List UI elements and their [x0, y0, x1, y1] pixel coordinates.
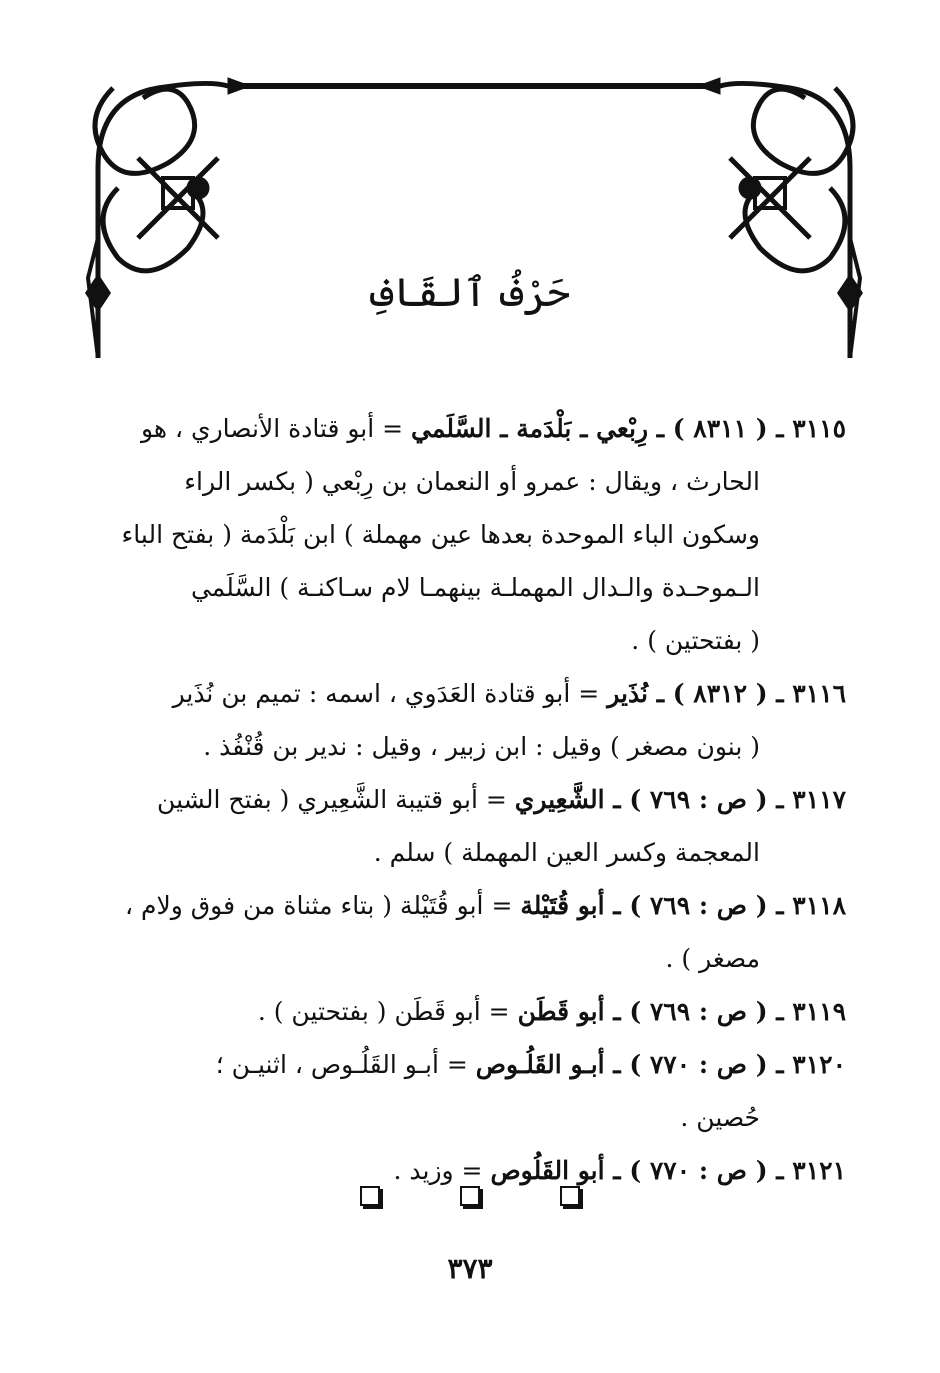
- entry-continuation-line: ( بفتحتين ) .: [631, 626, 760, 655]
- entry-first-line: [96, 985, 846, 1038]
- square-ornament-icon: [460, 1186, 480, 1206]
- page-number: ٣٧٣: [447, 1252, 493, 1285]
- entry-heading: ـ ( ص : ٧٧٠ ) ـ أبو القَلُوص: [490, 1156, 793, 1185]
- entry-3116: [96, 667, 846, 773]
- entry-first-line: [96, 402, 846, 455]
- entry-3118: [96, 879, 846, 985]
- square-ornament-icon: [360, 1186, 380, 1206]
- entry-3119: [96, 985, 846, 1038]
- entry-continuation-line: وسكون الباء الموحدة بعدها عين مهملة ) ابن بَلْدَمة ( بفتح الباء: [121, 520, 760, 549]
- square-ornament-icon: [560, 1186, 580, 1206]
- section-end-ornament: [0, 1186, 940, 1206]
- entry-continuation-line: حُصين .: [680, 1103, 760, 1132]
- entry-text: = أبو قتيبة الشَّعِيري ( بفتح الشين: [157, 785, 515, 814]
- entry-first-line: [96, 773, 846, 826]
- entry-continuation-line: الحارث ، ويقال : عمرو أو النعمان بن رِبْعي ( بكسر الراء: [184, 467, 760, 496]
- entry-number: ٣١١٥: [792, 414, 846, 443]
- entry-number: ٣١١٨: [792, 891, 846, 920]
- entry-heading: ـ ( ص : ٧٦٩ ) ـ أبو قُتَيْلة: [520, 891, 793, 920]
- entry-number: ٣١٢٠: [792, 1050, 846, 1079]
- entry-continuation-line: مصغر ) .: [665, 944, 760, 973]
- entry-continuation-line: المعجمة وكسر العين المهملة ) سلم .: [373, 838, 760, 867]
- entry-number: ٣١١٧: [792, 785, 846, 814]
- entry-heading: ـ ( ص : ٧٦٩ ) ـ أبو قَطَن: [517, 997, 793, 1026]
- entry-first-line: [96, 1038, 846, 1091]
- entry-text: = أبـو القَلُـوص ، اثنيـن ؛: [215, 1050, 476, 1079]
- entry-heading: ـ ( ص : ٧٧٠ ) ـ أبـو القَلُـوص: [475, 1050, 793, 1079]
- entry-continuation-line: الـموحـدة والـدال المهملـة بينهمـا لام سـاكنـة ) السَّلَمي: [190, 573, 760, 602]
- entry-heading: ـ ( ص : ٧٦٩ ) ـ الشَّعِيري: [514, 785, 793, 814]
- entry-3117: [96, 773, 846, 879]
- entry-text: = وزيد .: [393, 1156, 491, 1185]
- chapter-title: حَرْفُ ٱلقَافِ: [369, 270, 571, 316]
- entry-text: = أبو قَطَن ( بفتحتين ) .: [257, 997, 518, 1026]
- entry-number: ٣١١٩: [792, 997, 846, 1026]
- entries-list: [96, 402, 846, 1197]
- entry-number: ٣١١٦: [792, 679, 846, 708]
- entry-first-line: [96, 667, 846, 720]
- entry-continuation-line: ( بنون مصغر ) وقيل : ابن زبير ، وقيل : ندير بن قُنْفُذ .: [203, 732, 760, 761]
- entry-text: = أبو قُتَيْلة ( بتاء مثناة من فوق ولام ،: [125, 891, 521, 920]
- entry-first-line: [96, 879, 846, 932]
- entry-3120: [96, 1038, 846, 1144]
- entry-text: = أبو قتادة الأنصاري ، هو: [140, 414, 412, 443]
- entry-text: = أبو قتادة العَدَوي ، اسمه : تميم بن نُذَير: [172, 679, 608, 708]
- entry-heading: ـ ( ٨٣١٢ ) ـ نُذَير: [607, 679, 793, 708]
- entry-number: ٣١٢١: [792, 1156, 846, 1185]
- entry-3115: [96, 402, 846, 667]
- entry-heading: ـ ( ٨٣١١ ) ـ رِبْعي ـ بَلْدَمة ـ السَّلَمي: [411, 414, 793, 443]
